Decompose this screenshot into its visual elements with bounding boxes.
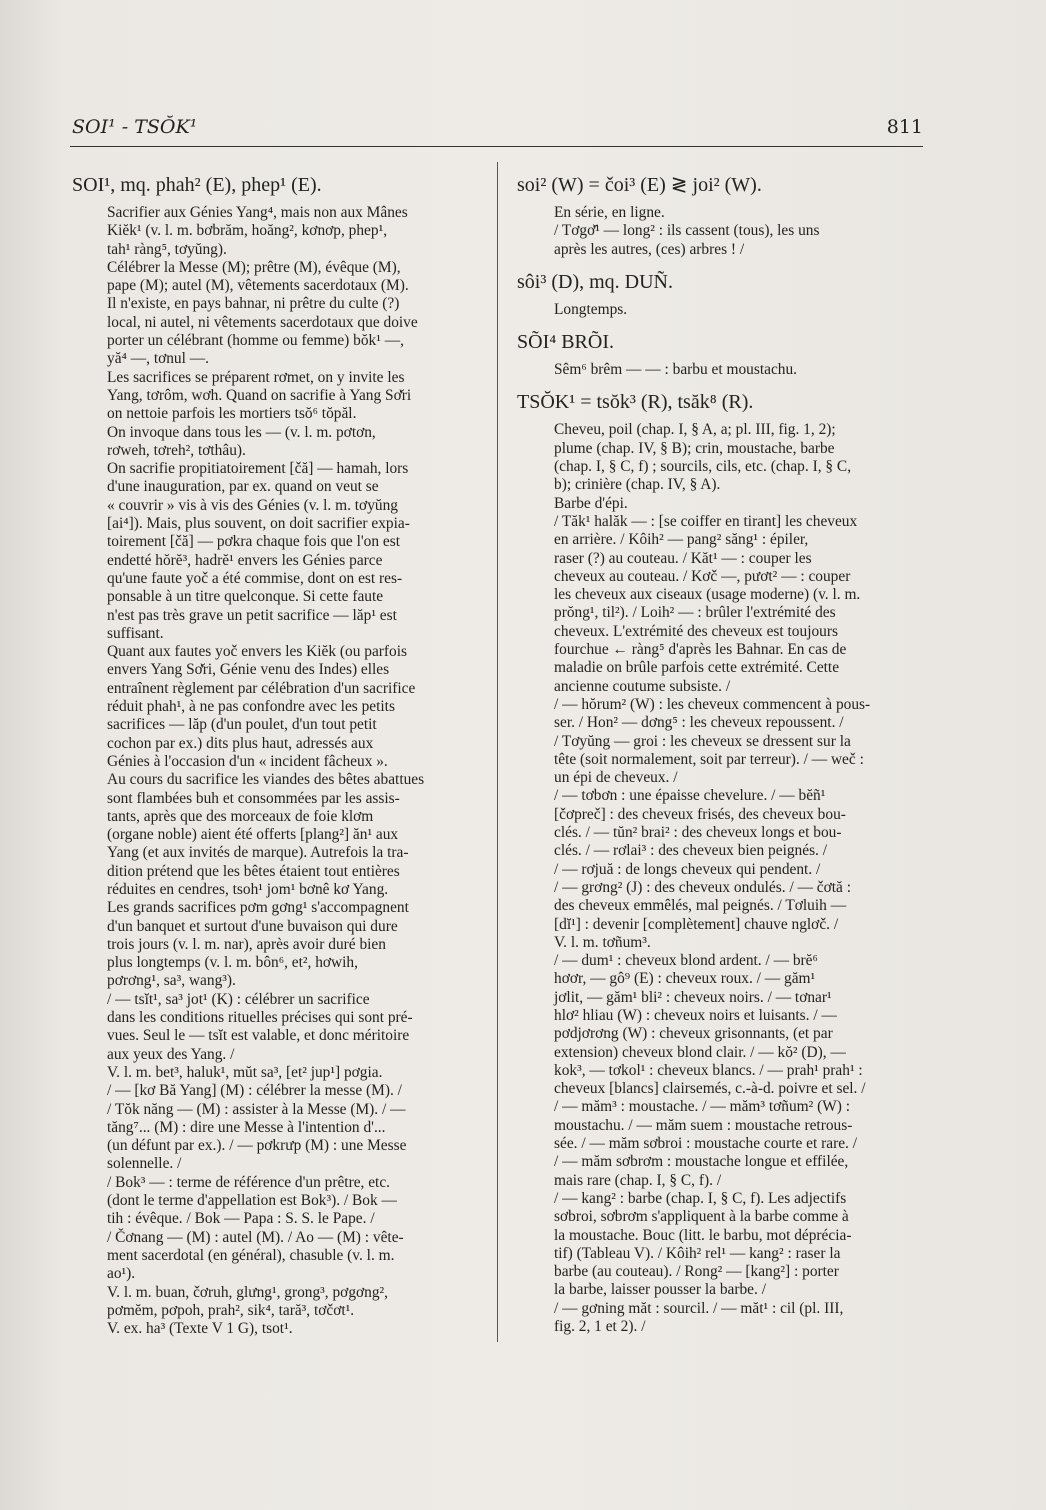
- definition-line: tif) (Tableau V). / Kôih² rel¹ — kang² : raser la: [554, 1244, 841, 1262]
- definition-line: raser (?) au couteau. / Kăt¹ — : couper les: [554, 549, 812, 567]
- definition-line: Célébrer la Messe (M); prêtre (M), évêque (M),: [107, 258, 401, 276]
- definition-line: / Tŏk năng — (M) : assister à la Messe (M). / —: [107, 1100, 406, 1118]
- definition-line: Barbe d'épi.: [554, 494, 628, 512]
- definition-line: maladie on brûle parfois cette extrémité. Cette: [554, 659, 840, 677]
- definition-line: tih : évêque. / Bok — Papa : S. S. le Pape. /: [107, 1210, 375, 1228]
- definition-line: cheveux au couteau. / Kơč —, pươt² — : couper: [554, 567, 851, 585]
- definition-line: / — gơning măt : sourcil. / — măt¹ : cil (pl. III,: [554, 1299, 844, 1317]
- definition-line: clés. / — rơlai³ : des cheveux bien peignés. /: [554, 842, 828, 860]
- definition-line: (organe noble) aient été offerts [plang²] ăn¹ aux: [107, 826, 399, 844]
- definition-line: la barbe, laisser pousser la barbe. /: [554, 1281, 766, 1299]
- definition-line: des cheveux emmêlés, mal peignés. / Tơluih —: [554, 897, 847, 915]
- definition-line: / Tơyŭng — groi : les cheveux se dressent sur la: [554, 732, 851, 750]
- definition-line: ancienne coutume subsiste. /: [554, 677, 731, 695]
- definition-line: envers Yang Sơ̆ri, Génie venu des Indes) elles: [107, 661, 390, 679]
- entry-headword-soi1: SOI¹, mq. phah² (E), phep¹ (E).: [72, 174, 322, 196]
- definition-line: fig. 2, 1 et 2). /: [554, 1318, 646, 1336]
- definition-line: V. ex. ha³ (Texte V 1 G), tsot¹.: [107, 1320, 293, 1338]
- definition-line: Les grands sacrifices pơm gơng¹ s'accompagnent: [107, 899, 409, 917]
- definition-line: Cheveu, poil (chap. I, § A, a; pl. III, fig. 1, 2);: [554, 421, 836, 439]
- column-divider: [497, 162, 498, 1342]
- definition-line: la moustache. Bouc (litt. le barbu, mot déprécia-: [554, 1226, 852, 1244]
- definition-line: ment sacerdotal (en général), chasuble (v. l. m.: [107, 1246, 395, 1264]
- definition-line: Sacrifier aux Génies Yang⁴, mais non aux Mânes: [107, 204, 408, 221]
- running-head: [70, 114, 923, 147]
- entry-headword: sôi³ (D), mq. DUÑ.: [517, 270, 673, 293]
- definition-line: V. l. m. tơñum³.: [554, 933, 651, 951]
- definition-line: réduit phah¹, à ne pas confondre avec les petits: [107, 698, 395, 716]
- definition-line: V. l. m. buan, čơruh, glưng¹, grong³, pơgơng²,: [107, 1283, 389, 1301]
- definition-line: cochon par ex.) dits plus haut, adressés aux: [107, 734, 374, 752]
- definition-line: suffisant.: [107, 624, 164, 642]
- definition-line: Il n'existe, en pays bahnar, ni prêtre du culte (?): [107, 295, 400, 313]
- entry-headword: SÕI⁴ BRÕI.: [517, 331, 614, 354]
- definition-line: sée. / — măm sơbroi : moustache courte et rare. /: [554, 1135, 858, 1153]
- definition-line: solennelle. /: [107, 1155, 182, 1173]
- definition-line: porter un célébrant (homme ou femme) bŏk¹ —,: [107, 332, 404, 350]
- definition-line: kok³, — tơkol¹ : cheveux blancs. / — prah¹ prah¹ :: [554, 1061, 863, 1079]
- definition-line: V. l. m. bet³, haluk¹, mŭt sa³, [et² jup¹] pơgia.: [107, 1063, 383, 1081]
- definition-line: Yang, tơrôm, wơh. Quand on sacrifie à Yang Sơ̆ri: [107, 386, 412, 404]
- definition-line: endetté hŏrĕ³, hadrĕ¹ envers les Génies parce: [107, 551, 383, 569]
- definition-line: [dĭ¹] : devenir [complètement] chauve nglơč. /: [554, 915, 839, 933]
- definition-line: / Tơgơ̆¹ — long² : ils cassent (tous), les uns: [554, 222, 820, 240]
- definition-line: Au cours du sacrifice les viandes des bêtes abattues: [107, 771, 425, 789]
- definition-line: plus longtemps (v. l. m. bôn⁶, et², hơwih,: [107, 954, 358, 972]
- definition-line: jơlit, — găm¹ bli² : cheveux noirs. / — tơnar¹: [554, 988, 832, 1006]
- definition-line: / — rơjuă : de longs cheveux qui pendent. /: [554, 860, 821, 878]
- definition-line: Quant aux fautes yoč envers les Kiĕk (ou parfois: [107, 643, 408, 661]
- definition-line: En série, en ligne.: [554, 204, 665, 221]
- definition-line: / — dum¹ : cheveux blond ardent. / — brĕ⁶: [554, 952, 818, 970]
- definition-line: pơmĕm, pơpoh, prah², sik⁴, tară³, tơčơt¹.: [107, 1301, 355, 1319]
- definition-line: Kiĕk¹ (v. l. m. bơbrăm, hoăng², kơnơp, phep¹,: [107, 222, 388, 240]
- definition-line: hlơ² hliau (W) : cheveux noirs et luisants. / —: [554, 1006, 837, 1024]
- definition-line: les cheveux aux ciseaux (usage moderne) (v. l. m.: [554, 586, 861, 604]
- definition-line: rơweh, tơreh², tơthâu).: [107, 441, 246, 459]
- left-column: [72, 168, 482, 1338]
- definition-line: cheveux [blancs] clairsemés, c.-à-d. poivre et sel. /: [554, 1080, 866, 1098]
- definition-line: / — tơbơn : une épaisse chevelure. / — bĕñ¹: [554, 787, 826, 805]
- definition-line: mais rare (chap. I, § C, f). /: [554, 1171, 722, 1189]
- definition-line: clés. / — tŭn² brai² : des cheveux longs et bou-: [554, 824, 842, 842]
- definition-line: yă⁴ —, tơnul —.: [107, 350, 209, 368]
- definition-line: On sacrifie propitiatoirement [čă] — hamah, lors: [107, 460, 409, 478]
- definition-line: Les sacrifices se préparent rơmet, on y invite les: [107, 368, 405, 386]
- right-column: [517, 168, 921, 1336]
- definition-line: pơrơng¹, sa³, wang³).: [107, 972, 236, 990]
- definition-line: trois jours (v. l. m. nar), après avoir duré bien: [107, 935, 386, 953]
- definition-line: dition prétend que les bêtes étaient tout entières: [107, 862, 400, 880]
- definition-line: dans les conditions rituelles précises qui sont pré-: [107, 1009, 413, 1027]
- definition-line: réduites en cendres, tsoh¹ jom¹ bơnê kơ Yang.: [107, 880, 389, 898]
- definition-line: sơbroi, sơbrơm s'appliquent à la barbe comme à: [554, 1208, 849, 1226]
- definition-line: / — grơng² (J) : des cheveux ondulés. / — čơtă :: [554, 878, 852, 896]
- definition-line: extension) cheveux blond clair. / — kŏ² (D), —: [554, 1043, 846, 1061]
- definition-line: / — măm sơbrơm : moustache longue et effilée,: [554, 1153, 849, 1171]
- definition-line: moustachu. / — măm suem : moustache retrous-: [554, 1116, 853, 1134]
- definition-line: Sêm⁶ brêm — — : barbu et moustachu.: [554, 361, 798, 379]
- definition-line: cheveux. L'extrémité des cheveux est toujours: [554, 622, 838, 640]
- definition-line: / — măm³ : moustache. / — măm³ tơñum² (W) :: [554, 1098, 850, 1116]
- definition-line: qu'une faute yoč a été commise, dont on est res-: [107, 569, 403, 587]
- entry-headword: TSŎK¹ = tsŏk³ (R), tsăk⁸ (R).: [517, 391, 754, 414]
- definition-line: / Čơnang — (M) : autel (M). / Ao — (M) : vête-: [107, 1228, 404, 1246]
- definition-line: b); crinière (chap. IV, § A).: [554, 476, 721, 494]
- definition-line: un épi de cheveux. /: [554, 769, 678, 787]
- definition-line: (dont le terme d'appellation est Bok³). / Bok —: [107, 1192, 397, 1210]
- entry-headword: soi² (W) = čoi³ (E) ≷ joi² (W).: [517, 174, 762, 196]
- definition-line: hơơr, — gô⁹ (E) : cheveux roux. / — găm¹: [554, 970, 816, 988]
- definition-line: pape (M); autel (M), vêtements sacerdotaux (M).: [107, 277, 409, 295]
- definition-line: On invoque dans tous les — (v. l. m. pơtơn,: [107, 423, 376, 441]
- definition-line: tah¹ ràng⁵, tơyŭng).: [107, 240, 227, 258]
- definition-line: sacrifices — lăp (d'un poulet, d'un tout petit: [107, 716, 377, 734]
- definition-line: ser. / Hon² — dơng⁵ : les cheveux repoussent. /: [554, 714, 844, 732]
- definition-line: aux yeux des Yang. /: [107, 1045, 235, 1063]
- definition-line: on nettoie parfois les mortiers tsŏ⁶ tŏpăl.: [107, 405, 357, 423]
- definition-line: fourchue ← ràng⁵ d'après les Bahnar. En cas de: [554, 641, 847, 659]
- definition-line: / Bok³ — : terme de référence d'un prêtre, etc.: [107, 1173, 391, 1191]
- definition-line: Yang (et aux invités de marque). Autrefois la tra-: [107, 844, 409, 862]
- definition-line: plume (chap. IV, § B); crin, moustache, barbe: [554, 439, 835, 457]
- definition-line: après les autres, (ces) arbres ! /: [554, 240, 745, 258]
- page-number: 811: [886, 116, 923, 138]
- definition-line: / — tsĭt¹, sa³ jot¹ (K) : célébrer un sacrifice: [107, 990, 370, 1008]
- definition-line: (chap. I, § C, f) ; sourcils, cils, etc. (chap. I, § C,: [554, 458, 852, 476]
- definition-line: barbe (au couteau). / Rong² — [kang²] : porter: [554, 1263, 839, 1281]
- definition-line: d'une inauguration, par ex. quand on veut se: [107, 478, 379, 496]
- definition-line: tants, après que des morceaux de foie klơm: [107, 807, 374, 825]
- definition-line: Génies à l'occasion d'un « incident fâcheux ».: [107, 752, 388, 770]
- definition-line: d'un banquet et surtout d'une buvaison qui dure: [107, 917, 398, 935]
- definition-line: [ai⁴]). Mais, plus souvent, on doit sacrifier expia-: [107, 515, 410, 533]
- definition-line: n'est pas très grave un petit sacrifice — lăp¹ est: [107, 606, 397, 624]
- definition-line: Longtemps.: [554, 300, 628, 318]
- running-head-entries: SOI¹ - TSŎK¹: [72, 116, 198, 138]
- definition-line: / — [kơ Bă Yang] (M) : célébrer la messe (M). /: [107, 1082, 402, 1100]
- definition-line: « couvrir » vis à vis des Génies (v. l. m. tơyŭng: [107, 496, 398, 514]
- definition-line: pơdjơrơng (W) : cheveux grisonnants, (et par: [554, 1025, 833, 1043]
- definition-line: prŏng¹, til²). / Loih² — : brûler l'extrémité des: [554, 604, 836, 622]
- definition-line: toirement [čă] — pơkra chaque fois que l'on est: [107, 533, 400, 551]
- definition-line: (un défunt par ex.). / — pơkrưp (M) : une Messe: [107, 1137, 407, 1155]
- definition-line: en arrière. / Kôih² — pang² săng¹ : épiler,: [554, 531, 809, 549]
- definition-line: vues. Seul le — tsĭt est valable, et donc méritoire: [107, 1027, 410, 1045]
- definition-line: ao¹).: [107, 1265, 136, 1283]
- definition-line: sont flambées buh et consommées par les assis-: [107, 789, 400, 807]
- definition-line: / Tăk¹ halăk — : [se coiffer en tirant] les cheveux: [554, 512, 858, 530]
- definition-line: ponsable à un titre quelconque. Si cette faute: [107, 588, 384, 606]
- definition-line: / — kang² : barbe (chap. I, § C, f). Les adjectifs: [554, 1189, 847, 1207]
- definition-line: / — hŏrum² (W) : les cheveux commencent à pous-: [554, 695, 871, 713]
- definition-line: entraînent règlement par célébration d'un sacrifice: [107, 679, 416, 697]
- definition-line: tête (soit normalement, soit par terreur). / — weč :: [554, 750, 864, 768]
- definition-line: local, ni autel, ni vêtements sacerdotaux que doive: [107, 313, 418, 331]
- definition-line: tăng⁷... (M) : dire une Messe à l'intention d'...: [107, 1118, 386, 1136]
- definition-line: [čơpreč] : des cheveux frisés, des cheveux bou-: [554, 805, 846, 823]
